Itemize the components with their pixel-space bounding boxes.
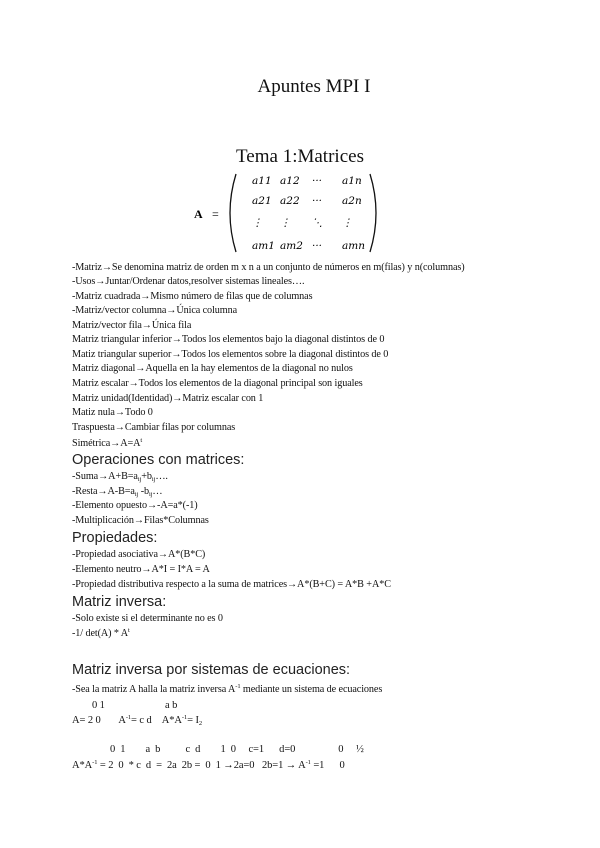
matrix-cell: a12: [280, 175, 300, 187]
inverse-systems-intro: -Sea la matriz A halla la matriz inversa $A^{-1}$ mediante un sistema de ecuaciones: [72, 683, 383, 695]
left-paren: [230, 174, 236, 252]
op-diff: $-Resta\to A-B=a_{ij}$ $-b_{ij}\dots$: [72, 486, 163, 498]
matrix-cell: ···: [312, 175, 323, 187]
definition-line: -Matriz/vector columna→Única columna: [72, 305, 237, 316]
definition-line: -Usos→Juntar/Ordenar datos,resolver sistemas lineales….: [72, 276, 305, 287]
definition-line: Matriz unidad(Identidad)→Matriz escalar con 1: [72, 393, 264, 404]
inverse-systems-heading: Matriz inversa por sistemas de ecuaciones:: [72, 662, 351, 678]
matrix-cell: ⋮: [280, 217, 291, 229]
matrix-cell: a21: [252, 195, 272, 207]
properties-heading: Propiedades:: [72, 530, 158, 546]
matrix-cell: am1: [252, 240, 275, 252]
op-mult: -Multiplicación→Filas*Columnas: [72, 515, 209, 526]
inverse-note-1: -Solo existe si el determinante no es 0: [72, 613, 223, 624]
definition-line: -Matriz→Se denomina matriz de orden m x n a un conjunto de números en m(filas) y n(columnas): [72, 262, 465, 273]
matrix-cell: ⋱: [312, 217, 323, 229]
inverse-heading: Matriz inversa:: [72, 594, 167, 610]
right-paren: [370, 174, 376, 252]
definition-line: -Matriz cuadrada→Mismo número de filas que de columnas: [72, 291, 313, 302]
example1-top-right: a b: [165, 700, 178, 711]
example1-top-left: 0 1: [92, 700, 105, 711]
definition-line: Matriz escalar→Todos los elementos de la diagonal principal son iguales: [72, 378, 363, 389]
matrix-cell: ···: [312, 240, 323, 252]
matrix-cell: a22: [280, 195, 300, 207]
symmetric-line: $Simétrica\to A=A^t$: [72, 437, 143, 449]
definition-line: Matriz/vector fila→Única fila: [72, 320, 192, 331]
definition-line: Traspuesta→Cambiar filas por columnas: [72, 422, 236, 433]
matrix-cell: amn: [342, 240, 365, 252]
definition-line: Matriz triangular inferior→Todos los elementos bajo la diagonal distintos de 0: [72, 334, 385, 345]
definition-line: Matriz diagonal→Aquella en la hay elementos de la diagonal no nulos: [72, 363, 353, 374]
property-item: -Propiedad asociativa→A*(B*C): [72, 549, 206, 560]
op-sum: $-Suma\to A+B=a_{ij}+b_{ij}\dots$.: [72, 471, 168, 483]
document-title: Apuntes MPI I: [257, 76, 371, 97]
matrix-cell: ⋮: [252, 217, 263, 229]
matrix-cell: a11: [252, 175, 272, 187]
matrix-name: A: [194, 207, 203, 221]
matrix-equals: =: [212, 207, 219, 221]
inverse-note-2: -1/ $\det(A) * A^t$: [72, 627, 130, 639]
matrix-cell: a2n: [342, 195, 362, 207]
matrix-cell: ···: [312, 195, 323, 207]
operations-heading: Operaciones con matrices:: [72, 452, 245, 468]
example2-top: 0 1 a b c d 1 0 c=1 d=0 0 ½: [110, 744, 364, 755]
topic-heading: Tema 1:Matrices: [236, 146, 364, 167]
example1-line: A= 2 0 $A^{-1}= c$ d $A*A^{-1}= I_2$: [72, 714, 202, 727]
matrix-cell: am2: [280, 240, 303, 252]
matrix-a-figure: [192, 170, 392, 256]
matrix-cell: ⋮: [342, 217, 353, 229]
definition-line: Matiz nula→Todo 0: [72, 407, 153, 418]
property-item: -Elemento neutro→A*I = I*A = A: [72, 564, 210, 575]
matrix-cell: a1n: [342, 175, 362, 187]
property-item: -Propiedad distributiva respecto a la suma de matrices→A*(B+C) = A*B +A*C: [72, 579, 391, 590]
op-opposite: -Elemento opuesto→-A=a*(-1): [72, 500, 198, 511]
definition-line: Matiz triangular superior→Todos los elementos sobre la diagonal distintos de 0: [72, 349, 389, 360]
example2-line: $A*A^{-1} = 2$ 0 * c d = 2a 2b = 0 1 →2a=0 $2b=1 \to A^{-1} =1$ 0: [72, 759, 345, 771]
